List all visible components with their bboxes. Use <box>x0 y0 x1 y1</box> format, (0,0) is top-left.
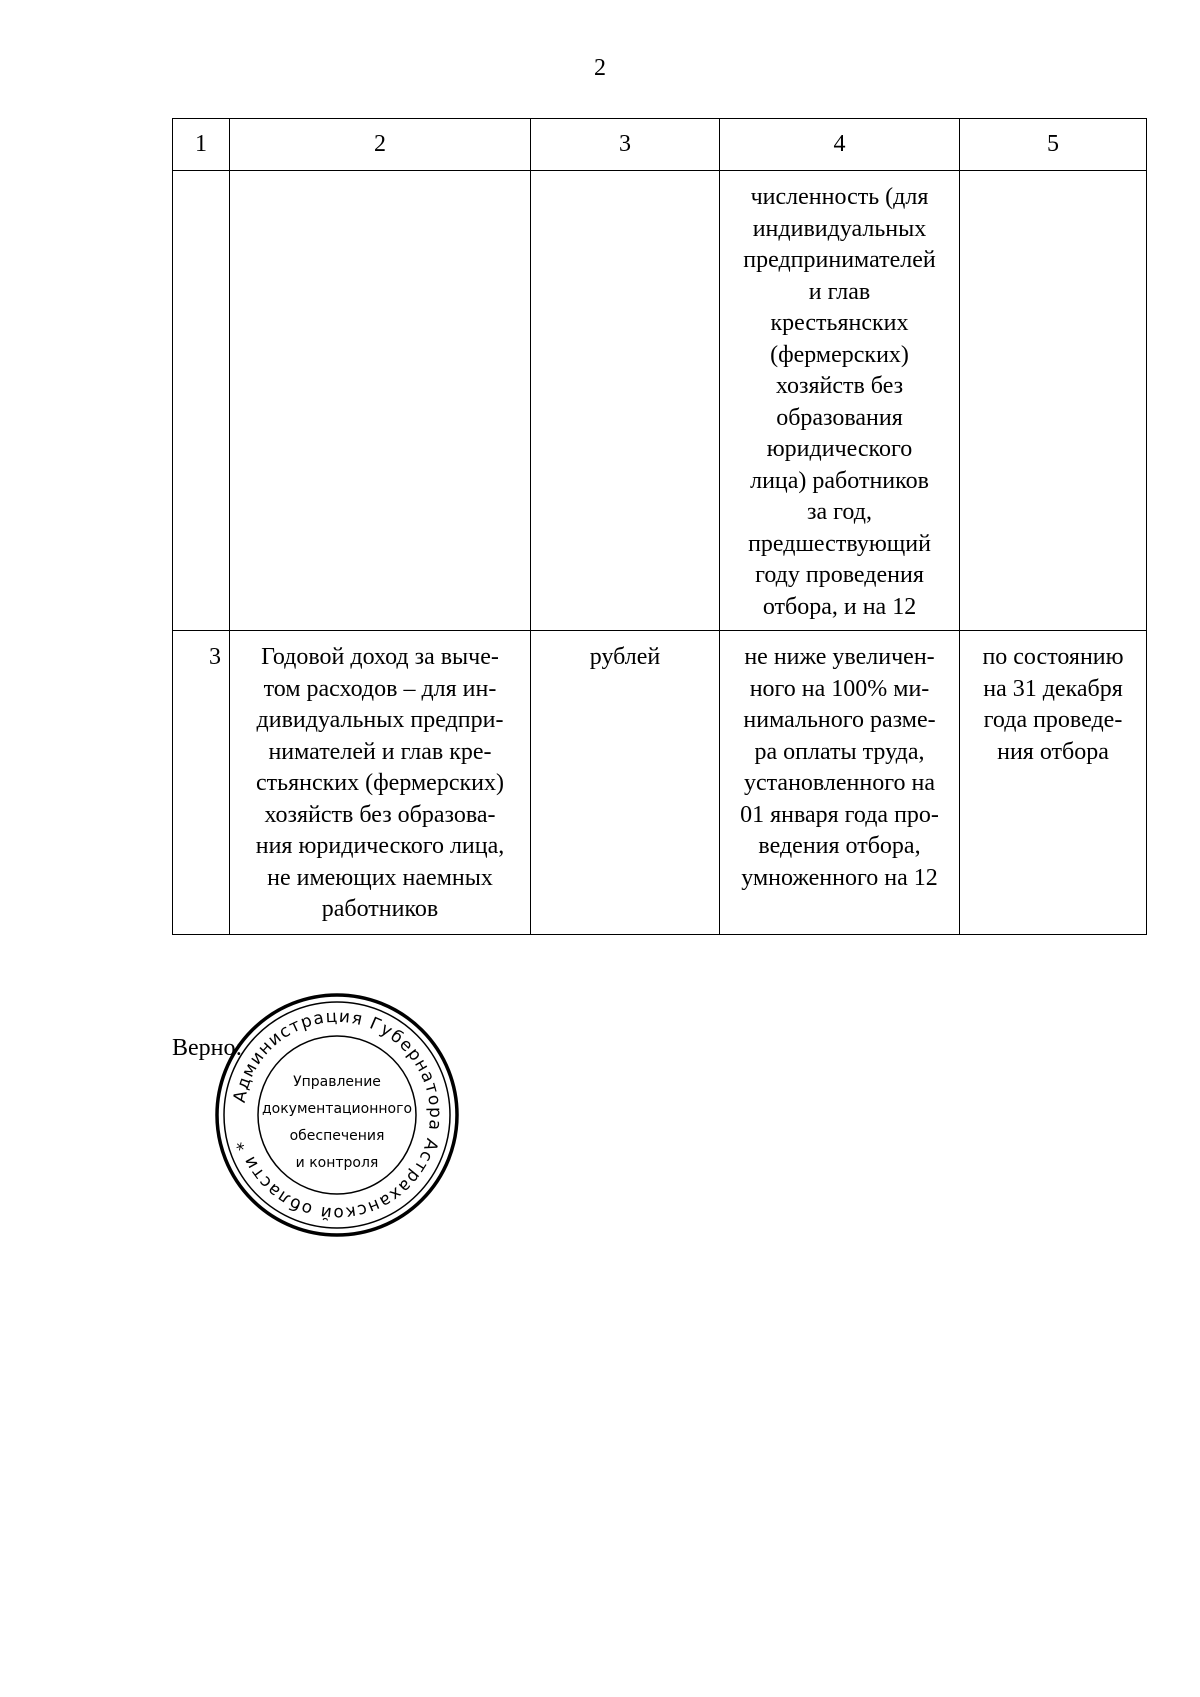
text-line: за год, <box>807 499 872 525</box>
text-line: нимателей и глав кре- <box>268 738 492 765</box>
header-col-4: 4 <box>720 119 960 171</box>
text-line: установленного на <box>743 770 935 796</box>
table-row-3 <box>173 631 1147 935</box>
document-table <box>172 118 1147 935</box>
text-line: на 31 декабря <box>983 675 1123 702</box>
text-line: стьянских (фермерских) <box>256 770 504 796</box>
row3-indicator-cell <box>230 631 531 935</box>
text-line: хозяйств без <box>775 373 904 399</box>
text-line: том расходов – для ин- <box>263 675 497 702</box>
row3-unit-cell <box>531 631 720 935</box>
text-line: не имеющих наемных <box>267 864 493 891</box>
text-line: численность (для <box>750 184 929 210</box>
header-col-2: 2 <box>230 119 531 171</box>
header-col-5: 5 <box>960 119 1147 171</box>
text-line: хозяйств без образова- <box>264 801 496 828</box>
row3-number-cell <box>173 631 230 935</box>
text-line: Годовой доход за выче- <box>261 644 499 670</box>
text-line: умноженного на 12 <box>741 864 938 891</box>
official-stamp <box>214 992 460 1238</box>
text-line: отбора, и на 12 <box>762 593 917 620</box>
text-line: юридического <box>766 436 913 462</box>
text-line: не ниже увеличен- <box>744 644 935 670</box>
text-line: индивидуальных <box>752 215 927 242</box>
cont-cell-5 <box>960 171 1147 631</box>
table-row-continuation <box>173 171 1147 631</box>
row3-value-cell <box>720 631 960 935</box>
header-col-3: 3 <box>531 119 720 171</box>
header-col-1: 1 <box>173 119 230 171</box>
stamp-center-line-4: и контроля <box>295 1155 379 1171</box>
text-line: работников <box>321 896 439 922</box>
page-number: 2 <box>594 55 606 81</box>
row3-number: 3 <box>209 644 221 670</box>
text-line: крестьянских <box>770 310 909 336</box>
text-line: предпринимателей <box>743 247 936 273</box>
cont-cell-3 <box>531 171 720 631</box>
stamp-ring-text: Администрация Губернатора Астраханской области * <box>229 1006 446 1224</box>
text-line: года проведе- <box>983 707 1123 733</box>
stamp-center-line-1: Управление <box>293 1074 381 1090</box>
row3-indicator-text <box>230 631 530 933</box>
text-line: году проведения <box>755 562 924 588</box>
text-line: нимального разме- <box>743 707 936 733</box>
text-line: (фермерских) <box>770 341 909 368</box>
text-line: по состоянию <box>982 644 1124 670</box>
text-line: образования <box>776 404 903 431</box>
text-line: ния юридического лица, <box>255 833 505 859</box>
text-line: дивидуальных предпри- <box>256 707 504 733</box>
row3-date-text <box>960 631 1146 775</box>
text-line: ра оплаты труда, <box>754 738 925 765</box>
cont-cell-4 <box>720 171 960 631</box>
cont-cell-1 <box>173 171 230 631</box>
text-line: и глав <box>808 278 871 305</box>
text-line: предшествующий <box>748 530 931 557</box>
row3-unit: рублей <box>589 644 661 670</box>
text-line: ведения отбора, <box>758 833 921 859</box>
row3-value-text <box>720 631 959 901</box>
verno-label: Верно: <box>172 1035 243 1061</box>
table-header-row <box>173 119 1147 171</box>
cont-cell-2 <box>230 171 531 631</box>
text-line: ного на 100% ми- <box>749 675 930 702</box>
stamp-center-line-2: документационного <box>261 1101 413 1117</box>
row3-date-cell <box>960 631 1147 935</box>
stamp-center-line-3: обеспечения <box>289 1128 385 1144</box>
text-line: 01 января года про- <box>740 801 939 828</box>
text-line: лица) работников <box>750 467 929 494</box>
text-line: ния отбора <box>997 738 1109 765</box>
cont-cell-4-text <box>720 171 959 630</box>
